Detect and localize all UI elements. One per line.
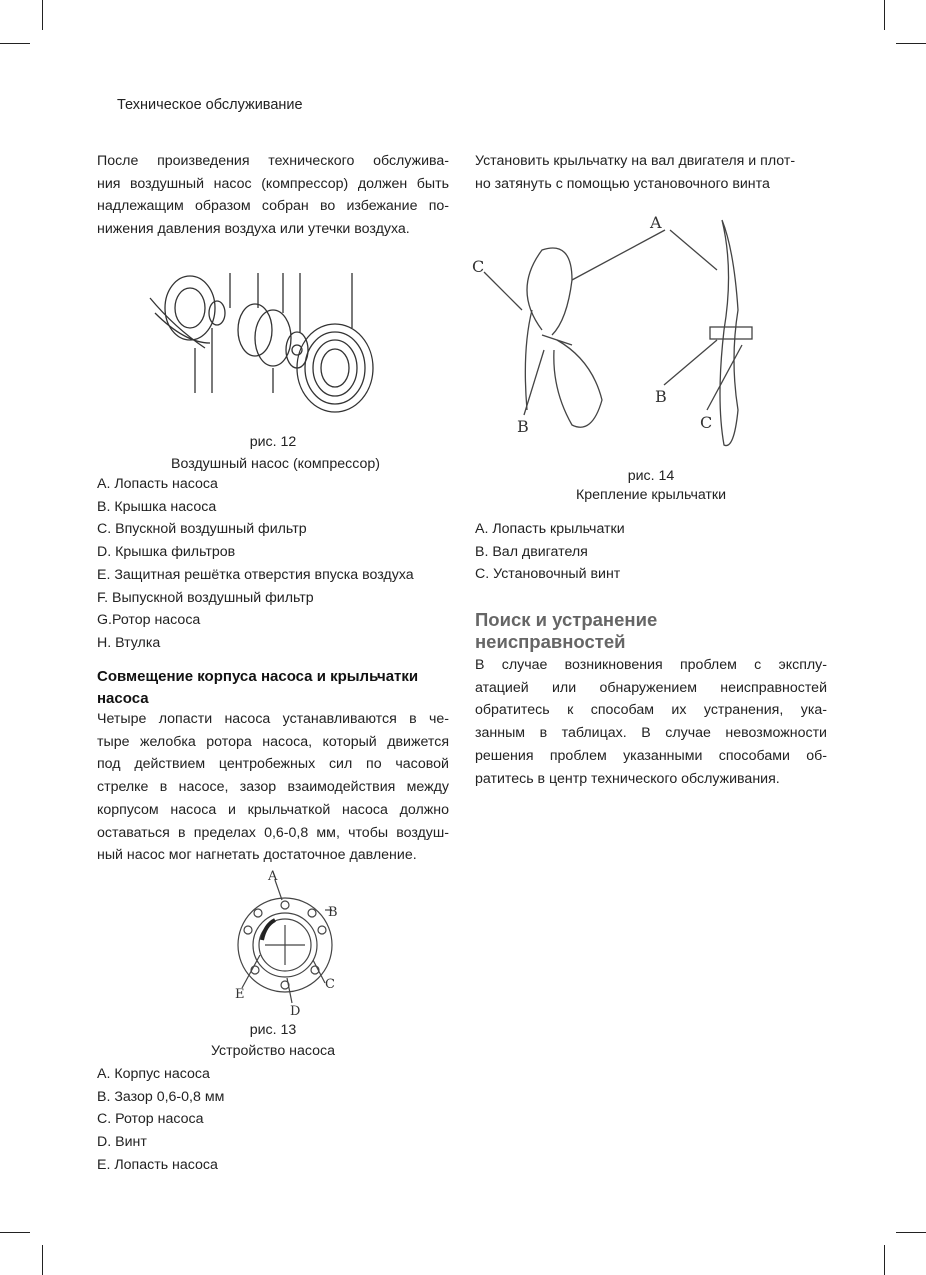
intro-paragraph-line: нижения давления воздуха или утечки воздуха. bbox=[97, 221, 410, 238]
troubleshooting-paragraph-line: занным в таблицах. В случае невозможности bbox=[475, 725, 827, 742]
intro-paragraph-line: ния воздушный насос (компрессор) должен быть bbox=[97, 175, 449, 192]
figure-12-legend-item: C. Впускной воздушный фильтр bbox=[97, 521, 307, 538]
figure-12-legend-item: F. Выпускной воздушный фильтр bbox=[97, 589, 314, 606]
troubleshooting-heading: Поиск и устранение bbox=[475, 609, 658, 630]
troubleshooting-paragraph-line: обратитесь к способам их устранения, ука- bbox=[475, 702, 827, 719]
figure-13-title: Устройство насоса bbox=[210, 1043, 335, 1059]
figure-14-legend-item: A. Лопасть крыльчатки bbox=[475, 521, 625, 537]
figure-13-legend-item: B. Зазор 0,6-0,8 мм bbox=[97, 1088, 225, 1105]
running-header: Техническое обслуживание bbox=[117, 97, 303, 113]
intro-paragraph-line: После произведения технического обслужива- bbox=[97, 153, 449, 169]
figure-14-legend-item: B. Вал двигателя bbox=[475, 543, 588, 560]
intro-paragraph-line: но затянуть с помощью установочного винта bbox=[475, 176, 770, 192]
troubleshooting-paragraph-line: В случае возникновения проблем с эксплу- bbox=[475, 657, 827, 673]
fig13-label-c: C bbox=[325, 977, 335, 992]
figure-14-title: Крепление крыльчатки bbox=[575, 487, 727, 503]
fig14-label-b-right: B bbox=[655, 387, 667, 406]
figure-13-legend-item: D. Винт bbox=[97, 1134, 147, 1151]
section-paragraph-line: стрелке в насосе, зазор взаимодействия между bbox=[97, 779, 449, 796]
intro-paragraph-line: Установить крыльчатку на вал двигателя и плот- bbox=[475, 153, 796, 169]
figure-13-legend-item: E. Лопасть насоса bbox=[97, 1156, 218, 1173]
section-heading: насоса bbox=[97, 690, 149, 707]
troubleshooting-paragraph-line: атацией или обнаружением неисправностей bbox=[475, 679, 827, 696]
crop-mark bbox=[0, 43, 30, 44]
section-paragraph-line: ный насос мог нагнетать достаточное давление. bbox=[97, 847, 417, 864]
figure-12-legend-item: E. Защитная решётка отверстия впуска воздуха bbox=[97, 566, 414, 583]
troubleshooting-heading: неисправностей bbox=[475, 631, 626, 652]
section-paragraph-line: оставаться в пределах 0,6-0,8 мм, чтобы воздуш- bbox=[97, 824, 449, 841]
crop-mark bbox=[884, 1245, 885, 1275]
fig13-label-e: E bbox=[235, 987, 245, 1002]
figure-12-legend-item: D. Крышка фильтров bbox=[97, 544, 236, 561]
figure-13-legend-item: C. Ротор насоса bbox=[97, 1111, 204, 1128]
section-paragraph-line: под действием центробежных сил по часовой bbox=[97, 756, 449, 773]
section-heading: Совмещение корпуса насоса и крыльчатки bbox=[97, 668, 419, 685]
troubleshooting-paragraph-line: решения проблем указанными способами об- bbox=[475, 747, 827, 764]
figure-12-number: рис. 12 bbox=[249, 434, 297, 450]
fig14-label-c-right: C bbox=[700, 413, 713, 432]
figure-12-legend-item: G.Ротор насоса bbox=[97, 612, 201, 629]
section-paragraph-line: корпусом насоса и крыльчаткой насоса должно bbox=[97, 801, 449, 818]
fig14-label-c-left: C bbox=[472, 257, 485, 276]
crop-mark bbox=[896, 43, 926, 44]
figure-12-legend-item: B. Крышка насоса bbox=[97, 498, 217, 515]
figure-12-legend-item: A. Лопасть насоса bbox=[97, 476, 218, 492]
troubleshooting-paragraph-line: ратитесь в центр технического обслуживания. bbox=[475, 770, 780, 787]
section-paragraph-line: Четыре лопасти насоса устанавливаются в че- bbox=[97, 711, 449, 727]
fig13-label-b: B bbox=[328, 905, 338, 920]
fig13-label-a: A bbox=[268, 870, 278, 884]
figure-13-pump-device-diagram bbox=[230, 870, 350, 1015]
figure-12-title: Воздушный насос (компрессор) bbox=[171, 456, 380, 472]
intro-paragraph-line: надлежащим образом собран во избежание по- bbox=[97, 198, 449, 215]
figure-13-number: рис. 13 bbox=[249, 1022, 297, 1038]
crop-mark bbox=[896, 1232, 926, 1233]
fig13-label-d: D bbox=[290, 1004, 301, 1015]
section-paragraph-line: тыре желобка ротора насоса, который движется bbox=[97, 733, 449, 750]
figure-13-legend-item: A. Корпус насоса bbox=[97, 1066, 210, 1082]
figure-14-impeller-mount-diagram bbox=[472, 210, 772, 450]
crop-mark bbox=[884, 0, 885, 30]
fig14-label-a: A bbox=[650, 213, 662, 232]
crop-mark bbox=[42, 0, 43, 30]
figure-12-legend-item: H. Втулка bbox=[97, 634, 161, 651]
fig14-label-b-left: B bbox=[517, 417, 529, 436]
figure-12-air-pump-diagram bbox=[145, 268, 375, 418]
crop-mark bbox=[42, 1245, 43, 1275]
figure-14-legend-item: C. Установочный винт bbox=[475, 566, 621, 583]
crop-mark bbox=[0, 1232, 30, 1233]
figure-14-number: рис. 14 bbox=[627, 468, 675, 484]
